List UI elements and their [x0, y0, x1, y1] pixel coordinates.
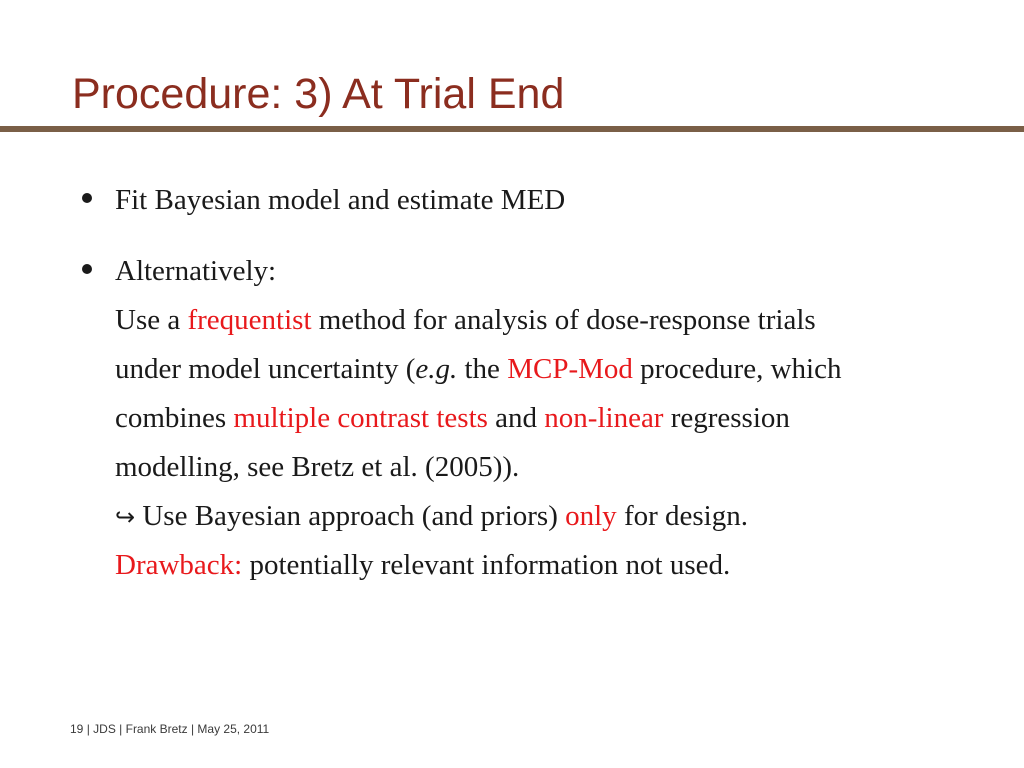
bullet-2-line-2: under model uncertainty (e.g. the MCP-Mod procedure, which — [115, 353, 842, 385]
highlight-frequentist: frequentist — [187, 304, 312, 336]
highlight-drawback: Drawback: — [115, 549, 243, 581]
bullet-dot-icon — [82, 193, 92, 203]
bullet-2-line-3: combines multiple contrast tests and non-linear regression — [115, 402, 790, 434]
highlight-mcp-mod: MCP-Mod — [507, 353, 633, 385]
title-divider — [0, 126, 1024, 132]
bullet-2-line-5: ↪ Use Bayesian approach (and priors) only for design. — [115, 500, 748, 532]
slide-body — [80, 176, 980, 590]
slide-title: Procedure: 3) At Trial End — [72, 70, 565, 118]
bullet-2-heading: Alternatively: — [115, 255, 277, 287]
footer-text: | JDS | Frank Bretz | May 25, 2011 — [86, 722, 270, 736]
bullet-1-text: Fit Bayesian model and estimate MED — [115, 184, 566, 216]
bullet-item-1 — [80, 176, 980, 225]
highlight-non-linear: non-linear — [544, 402, 664, 434]
bullet-item-2 — [80, 247, 980, 590]
slide-footer — [70, 722, 269, 736]
bullet-2-line-1: Use a frequentist method for analysis of dose-response trials — [115, 304, 816, 336]
bullet-2-line-6: Drawback: potentially relevant information not used. — [115, 549, 731, 581]
bullet-dot-icon — [82, 264, 92, 274]
highlight-multiple-contrast-tests: multiple contrast tests — [233, 402, 488, 434]
bullet-2-line-4: modelling, see Bretz et al. (2005)). — [115, 451, 520, 483]
hook-arrow-icon: ↪ — [115, 503, 136, 531]
page-number: 19 — [70, 722, 84, 736]
highlight-only: only — [565, 500, 617, 532]
